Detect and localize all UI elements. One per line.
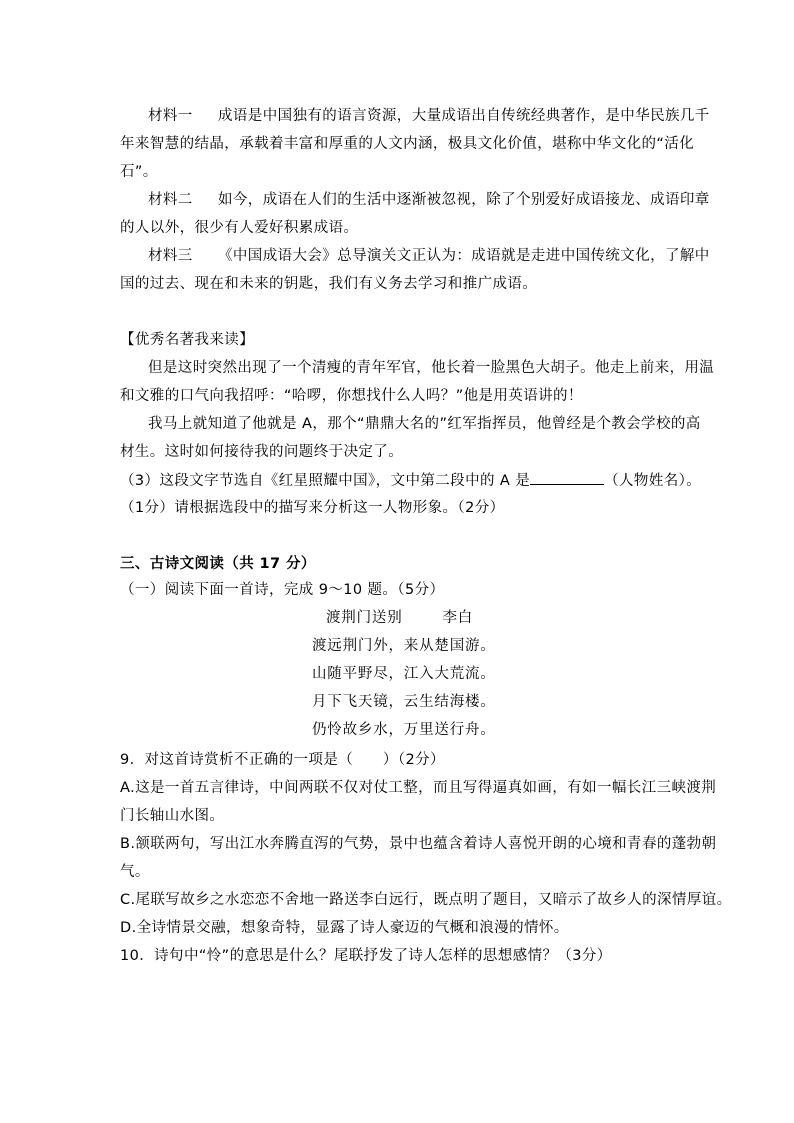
material-2-line-2: 的人以外，很少有人爱好积累成语。	[120, 220, 359, 236]
material-3-line-1	[148, 246, 708, 266]
reading-para2-line-2: 材生。这时如何接待我的问题终于决定了。	[120, 444, 404, 460]
option-a-line-1: A.这是一首五言律诗，中间两联不仅对仗工整，而且写得逼真如画，有如一幅长江三峡渡荆	[120, 780, 717, 796]
poem-title-line	[326, 608, 473, 628]
poem-line-2: 山随平野尽，江入大荒流。	[312, 666, 496, 682]
material-2-text-1: 如今，成语在人们的生活中逐渐被忽视，除了个别爱好成语接龙、成语印章	[218, 192, 710, 208]
reading-para1-line-2: 和文雅的口气向我招呼：“哈啰，你想找什么人吗？”他是用英语讲的！	[120, 388, 583, 404]
poem-line-3: 月下飞天镜，云生结海楼。	[312, 694, 496, 710]
answer-blank[interactable]	[530, 470, 604, 485]
reading-heading: 【优秀名著我来读】	[120, 332, 255, 348]
material-1-line-3: 石”。	[120, 164, 158, 180]
material-2-line-1	[148, 190, 708, 210]
option-b-line-1: B.颔联两句，写出江水奔腾直泻的气势，景中也蕴含着诗人喜悦开朗的心境和青春的蓬勃朝	[120, 836, 717, 852]
question-3-suffix: （人物姓名）。	[604, 473, 702, 489]
reading-para1-line-1: 但是这时突然出现了一个清瘦的青年军官，他长着一脸黑色大胡子。他走上前来，用温	[148, 360, 715, 376]
option-a-line-2: 门长轴山水图。	[120, 808, 225, 824]
material-1-label: 材料一	[148, 108, 193, 124]
question-3	[120, 470, 702, 491]
material-1-line-2: 年来智慧的结晶，承载着丰富和厚重的人文内涵，极具文化价值，堪称中华文化的“活化	[120, 136, 695, 152]
poem-line-1: 渡远荆门外，来从楚国游。	[312, 638, 496, 654]
material-1-line-1	[148, 106, 708, 126]
section-3-sub: （一）阅读下面一首诗，完成 9～10 题。（5分）	[120, 582, 445, 598]
reading-para2-line-1: 我马上就知道了他就是 A，那个“鼎鼎大名的”红军指挥员，他曾经是个教会学校的高	[148, 416, 701, 432]
question-4: （1分）请根据选段中的描写来分析这一人物形象。（2分）	[120, 500, 505, 516]
material-3-text-1: 《中国成语大会》总导演关文正认为：成语就是走进中国传统文化，了解中	[218, 248, 710, 264]
question-10: 10．诗句中“怜”的意思是什么？尾联抒发了诗人怎样的思想感情？（3分）	[120, 948, 612, 964]
poem-author: 李白	[442, 610, 474, 626]
poem-title: 渡荆门送别	[326, 610, 403, 626]
poem-line-4: 仍怜故乡水，万里送行舟。	[312, 722, 496, 738]
material-3-line-2: 国的过去、现在和未来的钥匙，我们有义务去学习和推广成语。	[120, 276, 538, 292]
question-9: 9．对这首诗赏析不正确的一项是（ ）（2分）	[120, 752, 445, 768]
question-3-prefix: （3）这段文字节选自《红星照耀中国》，文中第二段中的 A 是	[120, 473, 531, 489]
option-c: C.尾联写故乡之水恋恋不舍地一路送李白远行，既点明了题目，又暗示了故乡人的深情厚谊。	[120, 892, 732, 908]
material-1-text-1: 成语是中国独有的语言资源，大量成语出自传统经典著作，是中华民族几千	[218, 108, 710, 124]
material-2-label: 材料二	[148, 192, 193, 208]
section-3-heading: 三、古诗文阅读（共 17 分）	[120, 556, 316, 572]
option-b-line-2: 气。	[120, 864, 150, 880]
material-3-label: 材料三	[148, 248, 193, 264]
option-d: D.全诗情景交融，想象奇特，显露了诗人豪迈的气概和浪漫的情怀。	[120, 920, 569, 936]
